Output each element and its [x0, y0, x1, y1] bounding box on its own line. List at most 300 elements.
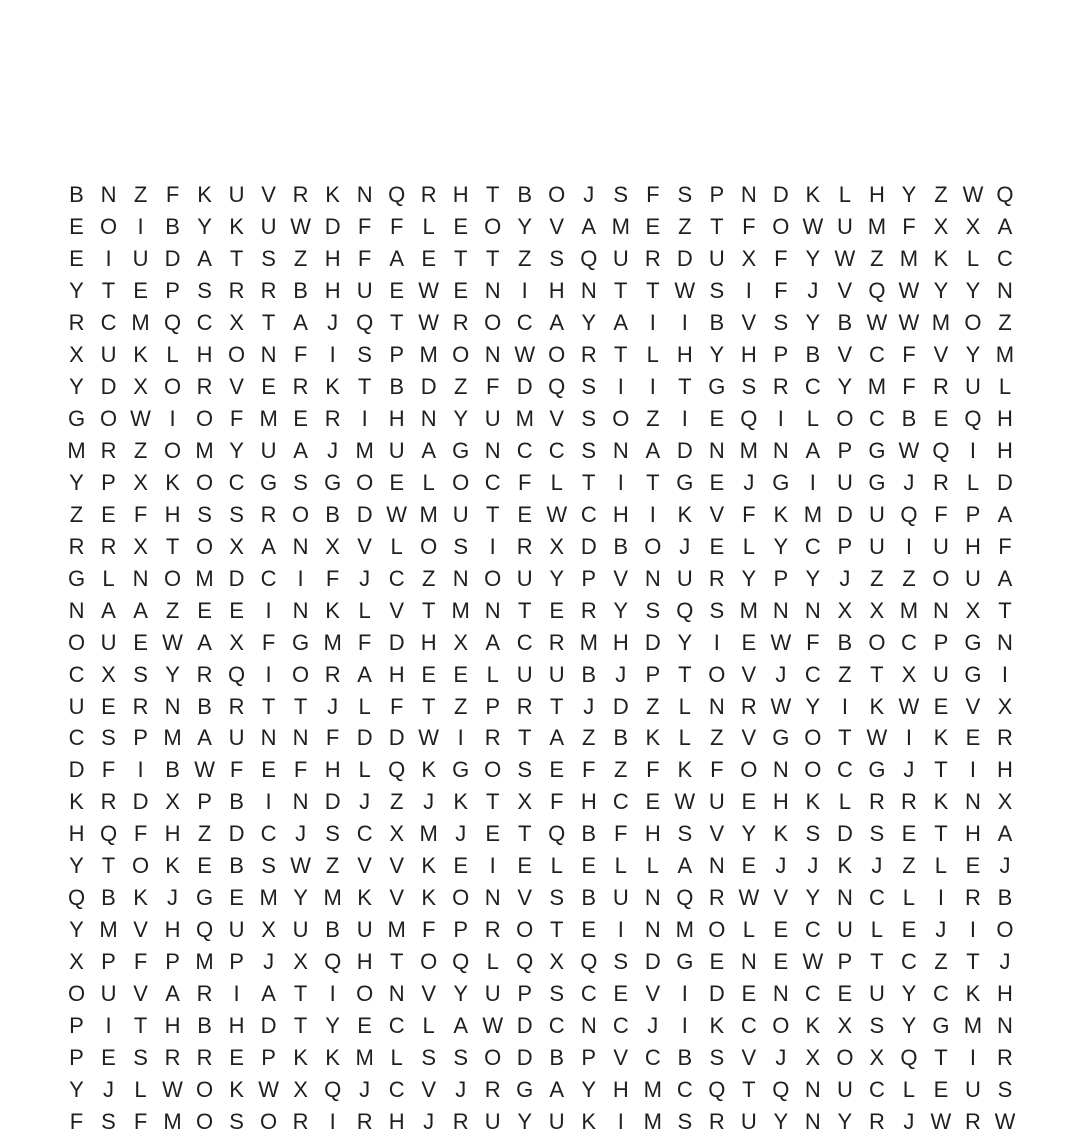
grid-cell[interactable]: L	[134, 1077, 147, 1103]
grid-cell[interactable]: O	[163, 437, 182, 463]
grid-cell[interactable]: I	[681, 309, 688, 335]
grid-cell[interactable]: U	[548, 1109, 565, 1135]
grid-cell[interactable]: L	[902, 885, 916, 911]
grid-cell[interactable]: X	[133, 373, 148, 399]
grid-cell[interactable]: U	[932, 661, 949, 687]
grid-cell[interactable]: R	[868, 1109, 885, 1135]
grid-cell[interactable]: N	[292, 789, 309, 815]
grid-cell[interactable]: Y	[805, 309, 821, 335]
grid-cell[interactable]: M	[355, 1045, 374, 1071]
grid-cell[interactable]: E	[581, 853, 597, 879]
grid-cell[interactable]: B	[325, 501, 340, 527]
grid-cell[interactable]: J	[359, 1077, 371, 1103]
grid-cell[interactable]: L	[646, 341, 659, 367]
grid-cell[interactable]: J	[583, 693, 595, 719]
grid-cell[interactable]: M	[739, 597, 758, 623]
grid-cell[interactable]: F	[357, 629, 372, 655]
grid-cell[interactable]: F	[101, 757, 116, 783]
grid-cell[interactable]: J	[999, 949, 1011, 975]
grid-cell[interactable]: I	[681, 405, 688, 431]
grid-cell[interactable]: F	[806, 629, 820, 655]
grid-cell[interactable]: I	[969, 437, 976, 463]
grid-cell[interactable]: M	[579, 629, 598, 655]
grid-cell[interactable]: Q	[772, 1077, 790, 1103]
grid-cell[interactable]: L	[998, 373, 1012, 399]
grid-cell[interactable]: L	[422, 213, 435, 239]
grid-cell[interactable]: M	[419, 821, 438, 847]
grid-cell[interactable]: M	[99, 917, 118, 943]
grid-cell[interactable]: K	[325, 182, 340, 207]
grid-cell[interactable]: F	[165, 182, 180, 207]
grid-cell[interactable]: H	[164, 821, 181, 847]
grid-cell[interactable]: I	[649, 373, 656, 399]
grid-cell[interactable]: B	[997, 885, 1013, 911]
grid-cell[interactable]: E	[933, 1077, 949, 1103]
grid-cell[interactable]: T	[293, 981, 308, 1007]
grid-cell[interactable]: Y	[965, 341, 981, 367]
grid-cell[interactable]: R	[452, 309, 469, 335]
grid-cell[interactable]: O	[836, 1045, 854, 1071]
grid-cell[interactable]: S	[325, 821, 340, 847]
grid-cell[interactable]: R	[516, 533, 533, 559]
grid-cell[interactable]: W	[290, 213, 311, 239]
grid-cell[interactable]: L	[966, 245, 980, 271]
grid-cell[interactable]: O	[484, 757, 502, 783]
grid-cell[interactable]: P	[517, 981, 533, 1007]
grid-cell[interactable]: T	[485, 501, 500, 527]
grid-cell[interactable]: Z	[518, 245, 532, 271]
grid-cell[interactable]: P	[773, 565, 789, 591]
grid-cell[interactable]: T	[518, 725, 532, 751]
grid-cell[interactable]: W	[418, 309, 440, 335]
grid-cell[interactable]: F	[261, 629, 276, 655]
grid-cell[interactable]: M	[259, 885, 278, 911]
grid-cell[interactable]: U	[260, 213, 277, 239]
grid-cell[interactable]: N	[484, 277, 501, 303]
grid-cell[interactable]: X	[549, 533, 565, 559]
grid-cell[interactable]: A	[133, 597, 148, 623]
grid-cell[interactable]: C	[740, 1013, 757, 1039]
grid-cell[interactable]: B	[229, 853, 244, 879]
grid-cell[interactable]: U	[612, 245, 629, 271]
grid-cell[interactable]: M	[643, 1077, 662, 1103]
grid-cell[interactable]: Y	[69, 853, 84, 879]
grid-cell[interactable]: U	[484, 981, 501, 1007]
grid-cell[interactable]: W	[994, 1109, 1016, 1135]
grid-cell[interactable]: E	[197, 853, 212, 879]
grid-cell[interactable]: R	[228, 277, 245, 303]
grid-cell[interactable]: F	[133, 501, 148, 527]
grid-cell[interactable]: S	[453, 1045, 469, 1071]
grid-cell[interactable]: D	[164, 245, 181, 271]
grid-cell[interactable]: I	[329, 341, 336, 367]
grid-cell[interactable]: J	[775, 661, 787, 687]
grid-cell[interactable]: Z	[934, 949, 948, 975]
grid-cell[interactable]: Q	[676, 885, 694, 911]
grid-cell[interactable]: U	[708, 245, 725, 271]
grid-cell[interactable]: V	[549, 405, 565, 431]
grid-cell[interactable]: L	[678, 693, 691, 719]
grid-cell[interactable]: N	[997, 1013, 1013, 1039]
grid-cell[interactable]: I	[521, 277, 528, 303]
grid-cell[interactable]: N	[388, 981, 405, 1007]
grid-cell[interactable]: O	[163, 565, 182, 591]
grid-cell[interactable]: A	[421, 437, 437, 463]
grid-cell[interactable]: N	[452, 565, 469, 591]
grid-cell[interactable]: G	[67, 565, 86, 591]
grid-cell[interactable]: P	[229, 949, 244, 975]
grid-cell[interactable]: Y	[741, 565, 757, 591]
grid-cell[interactable]: L	[742, 533, 755, 559]
grid-cell[interactable]: Y	[901, 182, 917, 207]
grid-cell[interactable]: X	[229, 533, 244, 559]
grid-cell[interactable]: B	[613, 533, 629, 559]
grid-cell[interactable]: T	[614, 341, 628, 367]
grid-cell[interactable]: F	[133, 1109, 148, 1135]
grid-cell[interactable]: E	[389, 277, 404, 303]
grid-cell[interactable]: M	[643, 1109, 662, 1135]
grid-cell[interactable]: U	[516, 661, 533, 687]
grid-cell[interactable]: N	[932, 597, 949, 623]
grid-cell[interactable]: R	[132, 693, 149, 719]
grid-cell[interactable]: H	[997, 757, 1013, 783]
grid-cell[interactable]: W	[802, 949, 824, 975]
grid-cell[interactable]: R	[516, 693, 533, 719]
grid-cell[interactable]: T	[710, 213, 724, 239]
grid-cell[interactable]: K	[933, 789, 949, 815]
grid-cell[interactable]: R	[164, 1045, 181, 1071]
grid-cell[interactable]: W	[738, 885, 760, 911]
grid-cell[interactable]: J	[423, 1109, 435, 1135]
grid-cell[interactable]: V	[741, 661, 757, 687]
grid-cell[interactable]: X	[901, 661, 917, 687]
grid-cell[interactable]: X	[133, 469, 148, 495]
grid-cell[interactable]: V	[133, 981, 148, 1007]
grid-cell[interactable]: B	[69, 182, 84, 207]
grid-cell[interactable]: N	[484, 341, 501, 367]
grid-cell[interactable]: J	[263, 949, 275, 975]
grid-cell[interactable]: R	[772, 373, 789, 399]
grid-cell[interactable]: K	[293, 1045, 308, 1071]
grid-cell[interactable]: Q	[900, 501, 918, 527]
grid-cell[interactable]: W	[898, 309, 920, 335]
grid-cell[interactable]: G	[964, 661, 982, 687]
grid-cell[interactable]: W	[130, 405, 151, 431]
grid-cell[interactable]: T	[742, 1077, 756, 1103]
grid-cell[interactable]: C	[484, 469, 501, 495]
grid-cell[interactable]: W	[802, 213, 824, 239]
grid-cell[interactable]: L	[614, 853, 627, 879]
grid-cell[interactable]: G	[868, 469, 886, 495]
grid-cell[interactable]: O	[772, 213, 790, 239]
grid-cell[interactable]: U	[548, 661, 565, 687]
grid-cell[interactable]: E	[421, 245, 437, 271]
grid-cell[interactable]: N	[772, 981, 789, 1007]
grid-cell[interactable]: V	[389, 853, 404, 879]
grid-cell[interactable]: U	[292, 917, 309, 943]
grid-cell[interactable]: J	[455, 1077, 467, 1103]
grid-cell[interactable]: F	[934, 501, 948, 527]
grid-cell[interactable]: I	[1001, 661, 1009, 687]
grid-cell[interactable]: Z	[389, 789, 404, 815]
grid-cell[interactable]: M	[323, 885, 342, 911]
grid-cell[interactable]: T	[646, 469, 660, 495]
grid-cell[interactable]: O	[292, 501, 310, 527]
grid-cell[interactable]: L	[902, 1077, 916, 1103]
grid-cell[interactable]: M	[451, 597, 470, 623]
grid-cell[interactable]: Z	[710, 725, 724, 751]
grid-cell[interactable]: N	[612, 437, 629, 463]
grid-cell[interactable]: P	[101, 469, 116, 495]
grid-cell[interactable]: I	[905, 725, 912, 751]
grid-cell[interactable]: X	[453, 629, 469, 655]
grid-cell[interactable]: J	[167, 885, 179, 911]
grid-cell[interactable]: F	[902, 341, 916, 367]
grid-cell[interactable]: I	[617, 917, 624, 943]
grid-cell[interactable]: Y	[453, 405, 469, 431]
grid-cell[interactable]: C	[260, 565, 277, 591]
grid-cell[interactable]: E	[389, 469, 404, 495]
grid-cell[interactable]: S	[549, 885, 565, 911]
grid-cell[interactable]: V	[357, 533, 372, 559]
grid-cell[interactable]: B	[581, 661, 597, 687]
grid-cell[interactable]: P	[933, 629, 949, 655]
grid-cell[interactable]: D	[644, 629, 661, 655]
grid-cell[interactable]: H	[580, 789, 597, 815]
grid-cell[interactable]: A	[197, 629, 212, 655]
grid-cell[interactable]: I	[489, 533, 496, 559]
grid-cell[interactable]: X	[133, 533, 148, 559]
grid-cell[interactable]: R	[580, 597, 597, 623]
grid-cell[interactable]: M	[995, 341, 1015, 367]
grid-cell[interactable]: W	[674, 277, 696, 303]
grid-cell[interactable]: U	[100, 981, 117, 1007]
grid-cell[interactable]: F	[133, 821, 148, 847]
grid-cell[interactable]: G	[964, 629, 982, 655]
grid-cell[interactable]: S	[549, 245, 565, 271]
grid-cell[interactable]: S	[805, 821, 821, 847]
grid-cell[interactable]: J	[423, 789, 435, 815]
grid-cell[interactable]: S	[581, 437, 597, 463]
grid-cell[interactable]: H	[965, 533, 981, 559]
grid-cell[interactable]: C	[804, 373, 821, 399]
grid-cell[interactable]: X	[101, 661, 116, 687]
grid-cell[interactable]: K	[453, 789, 469, 815]
grid-cell[interactable]: U	[965, 565, 981, 591]
grid-cell[interactable]: O	[356, 981, 374, 1007]
grid-cell[interactable]: Z	[325, 853, 340, 879]
grid-cell[interactable]: E	[741, 629, 757, 655]
grid-cell[interactable]: U	[868, 981, 885, 1007]
grid-cell[interactable]: W	[898, 693, 920, 719]
grid-cell[interactable]: C	[388, 1077, 405, 1103]
grid-cell[interactable]: G	[292, 629, 310, 655]
grid-cell[interactable]: L	[422, 469, 435, 495]
grid-cell[interactable]: R	[932, 469, 949, 495]
grid-cell[interactable]: N	[740, 182, 757, 207]
grid-cell[interactable]: Y	[197, 213, 212, 239]
grid-cell[interactable]: F	[389, 213, 404, 239]
grid-cell[interactable]: K	[869, 693, 885, 719]
grid-cell[interactable]: X	[293, 1077, 308, 1103]
grid-cell[interactable]: M	[963, 1013, 983, 1039]
grid-cell[interactable]: S	[581, 405, 597, 431]
grid-cell[interactable]: D	[228, 565, 245, 591]
grid-cell[interactable]: R	[708, 1109, 725, 1135]
grid-cell[interactable]: Y	[517, 1109, 533, 1135]
grid-cell[interactable]: I	[681, 981, 688, 1007]
grid-cell[interactable]: Y	[69, 1077, 84, 1103]
grid-cell[interactable]: P	[261, 1045, 276, 1071]
grid-cell[interactable]: C	[68, 725, 85, 751]
grid-cell[interactable]: I	[329, 1109, 336, 1135]
grid-cell[interactable]: M	[803, 501, 823, 527]
grid-cell[interactable]: S	[517, 757, 533, 783]
grid-cell[interactable]: J	[295, 821, 307, 847]
grid-cell[interactable]: X	[869, 597, 885, 623]
grid-cell[interactable]: Q	[324, 949, 342, 975]
grid-cell[interactable]: P	[645, 661, 661, 687]
grid-cell[interactable]: W	[866, 309, 888, 335]
grid-cell[interactable]: N	[997, 277, 1013, 303]
grid-cell[interactable]: A	[261, 981, 276, 1007]
grid-cell[interactable]: Z	[998, 309, 1012, 335]
grid-cell[interactable]: H	[164, 501, 181, 527]
grid-cell[interactable]: A	[293, 437, 308, 463]
grid-cell[interactable]: Y	[165, 661, 180, 687]
grid-cell[interactable]: C	[868, 1077, 885, 1103]
grid-cell[interactable]: G	[772, 725, 790, 751]
grid-cell[interactable]: C	[548, 1013, 565, 1039]
grid-cell[interactable]: R	[868, 789, 885, 815]
grid-cell[interactable]: I	[105, 245, 112, 271]
grid-cell[interactable]: G	[452, 757, 470, 783]
grid-cell[interactable]: E	[709, 533, 725, 559]
grid-cell[interactable]: Q	[228, 661, 246, 687]
grid-cell[interactable]: C	[612, 1013, 629, 1039]
grid-cell[interactable]: T	[998, 597, 1012, 623]
grid-cell[interactable]: H	[324, 757, 341, 783]
grid-cell[interactable]: L	[390, 533, 403, 559]
grid-cell[interactable]: E	[517, 501, 533, 527]
grid-cell[interactable]: Y	[229, 437, 244, 463]
grid-cell[interactable]: O	[708, 917, 726, 943]
grid-cell[interactable]: F	[774, 277, 788, 303]
grid-cell[interactable]: M	[259, 405, 278, 431]
grid-cell[interactable]: Y	[709, 341, 725, 367]
grid-cell[interactable]: H	[164, 917, 181, 943]
grid-cell[interactable]: U	[356, 917, 373, 943]
grid-cell[interactable]: G	[868, 437, 886, 463]
grid-cell[interactable]: W	[546, 501, 568, 527]
grid-cell[interactable]: B	[805, 341, 821, 367]
grid-cell[interactable]: C	[900, 629, 917, 655]
grid-cell[interactable]: U	[932, 533, 949, 559]
grid-cell[interactable]: U	[452, 501, 469, 527]
grid-cell[interactable]: U	[516, 565, 533, 591]
grid-cell[interactable]: Q	[964, 405, 982, 431]
grid-cell[interactable]: N	[260, 725, 277, 751]
grid-cell[interactable]: T	[870, 661, 884, 687]
grid-cell[interactable]: V	[965, 693, 981, 719]
grid-cell[interactable]: D	[580, 533, 597, 559]
grid-cell[interactable]: K	[645, 725, 661, 751]
grid-cell[interactable]: W	[418, 725, 440, 751]
grid-cell[interactable]: A	[645, 437, 661, 463]
grid-cell[interactable]: F	[133, 949, 148, 975]
grid-cell[interactable]: O	[196, 405, 214, 431]
grid-cell[interactable]: A	[197, 245, 212, 271]
grid-cell[interactable]: K	[709, 1013, 725, 1039]
grid-cell[interactable]: O	[420, 533, 438, 559]
grid-cell[interactable]: C	[804, 981, 821, 1007]
grid-cell[interactable]: D	[676, 437, 693, 463]
grid-cell[interactable]: O	[260, 1109, 278, 1135]
grid-cell[interactable]: V	[709, 501, 725, 527]
grid-cell[interactable]: R	[196, 373, 213, 399]
grid-cell[interactable]: X	[965, 213, 981, 239]
grid-cell[interactable]: D	[132, 789, 149, 815]
grid-cell[interactable]: F	[293, 341, 308, 367]
grid-cell[interactable]: I	[937, 885, 944, 911]
grid-cell[interactable]: Q	[900, 1045, 918, 1071]
grid-cell[interactable]: S	[229, 501, 244, 527]
grid-cell[interactable]: H	[740, 341, 757, 367]
grid-cell[interactable]: E	[965, 725, 981, 751]
grid-cell[interactable]: J	[935, 917, 947, 943]
grid-cell[interactable]: T	[550, 693, 564, 719]
grid-cell[interactable]: D	[260, 1013, 277, 1039]
grid-cell[interactable]: Q	[163, 309, 182, 335]
grid-cell[interactable]: Y	[69, 277, 84, 303]
grid-cell[interactable]: S	[261, 853, 276, 879]
grid-cell[interactable]: V	[741, 309, 757, 335]
grid-cell[interactable]: L	[806, 405, 819, 431]
grid-cell[interactable]: N	[484, 437, 501, 463]
grid-cell[interactable]: Q	[676, 597, 694, 623]
grid-cell[interactable]: E	[965, 853, 981, 879]
grid-cell[interactable]: E	[741, 789, 757, 815]
grid-cell[interactable]: Y	[805, 693, 821, 719]
grid-cell[interactable]: N	[772, 757, 789, 783]
grid-cell[interactable]: M	[867, 213, 887, 239]
grid-cell[interactable]: Q	[356, 309, 374, 335]
grid-cell[interactable]: L	[486, 949, 499, 975]
grid-cell[interactable]: B	[517, 182, 533, 207]
grid-cell[interactable]: S	[613, 182, 629, 207]
grid-cell[interactable]: A	[997, 565, 1013, 591]
grid-cell[interactable]: T	[485, 789, 500, 815]
grid-cell[interactable]: Q	[548, 821, 566, 847]
grid-cell[interactable]: M	[163, 1109, 182, 1135]
grid-cell[interactable]: H	[997, 981, 1013, 1007]
grid-cell[interactable]: D	[68, 757, 85, 783]
grid-cell[interactable]: A	[197, 725, 212, 751]
grid-cell[interactable]: R	[644, 245, 661, 271]
grid-cell[interactable]: O	[292, 661, 310, 687]
grid-cell[interactable]: H	[452, 182, 469, 207]
grid-cell[interactable]: C	[516, 629, 533, 655]
grid-cell[interactable]: P	[165, 277, 180, 303]
grid-cell[interactable]: S	[261, 245, 276, 271]
grid-cell[interactable]: S	[677, 1109, 693, 1135]
grid-cell[interactable]: O	[452, 341, 470, 367]
grid-cell[interactable]: V	[517, 885, 533, 911]
grid-cell[interactable]: H	[388, 661, 405, 687]
grid-cell[interactable]: R	[100, 789, 117, 815]
grid-cell[interactable]: Z	[934, 182, 948, 207]
grid-cell[interactable]: K	[677, 757, 693, 783]
